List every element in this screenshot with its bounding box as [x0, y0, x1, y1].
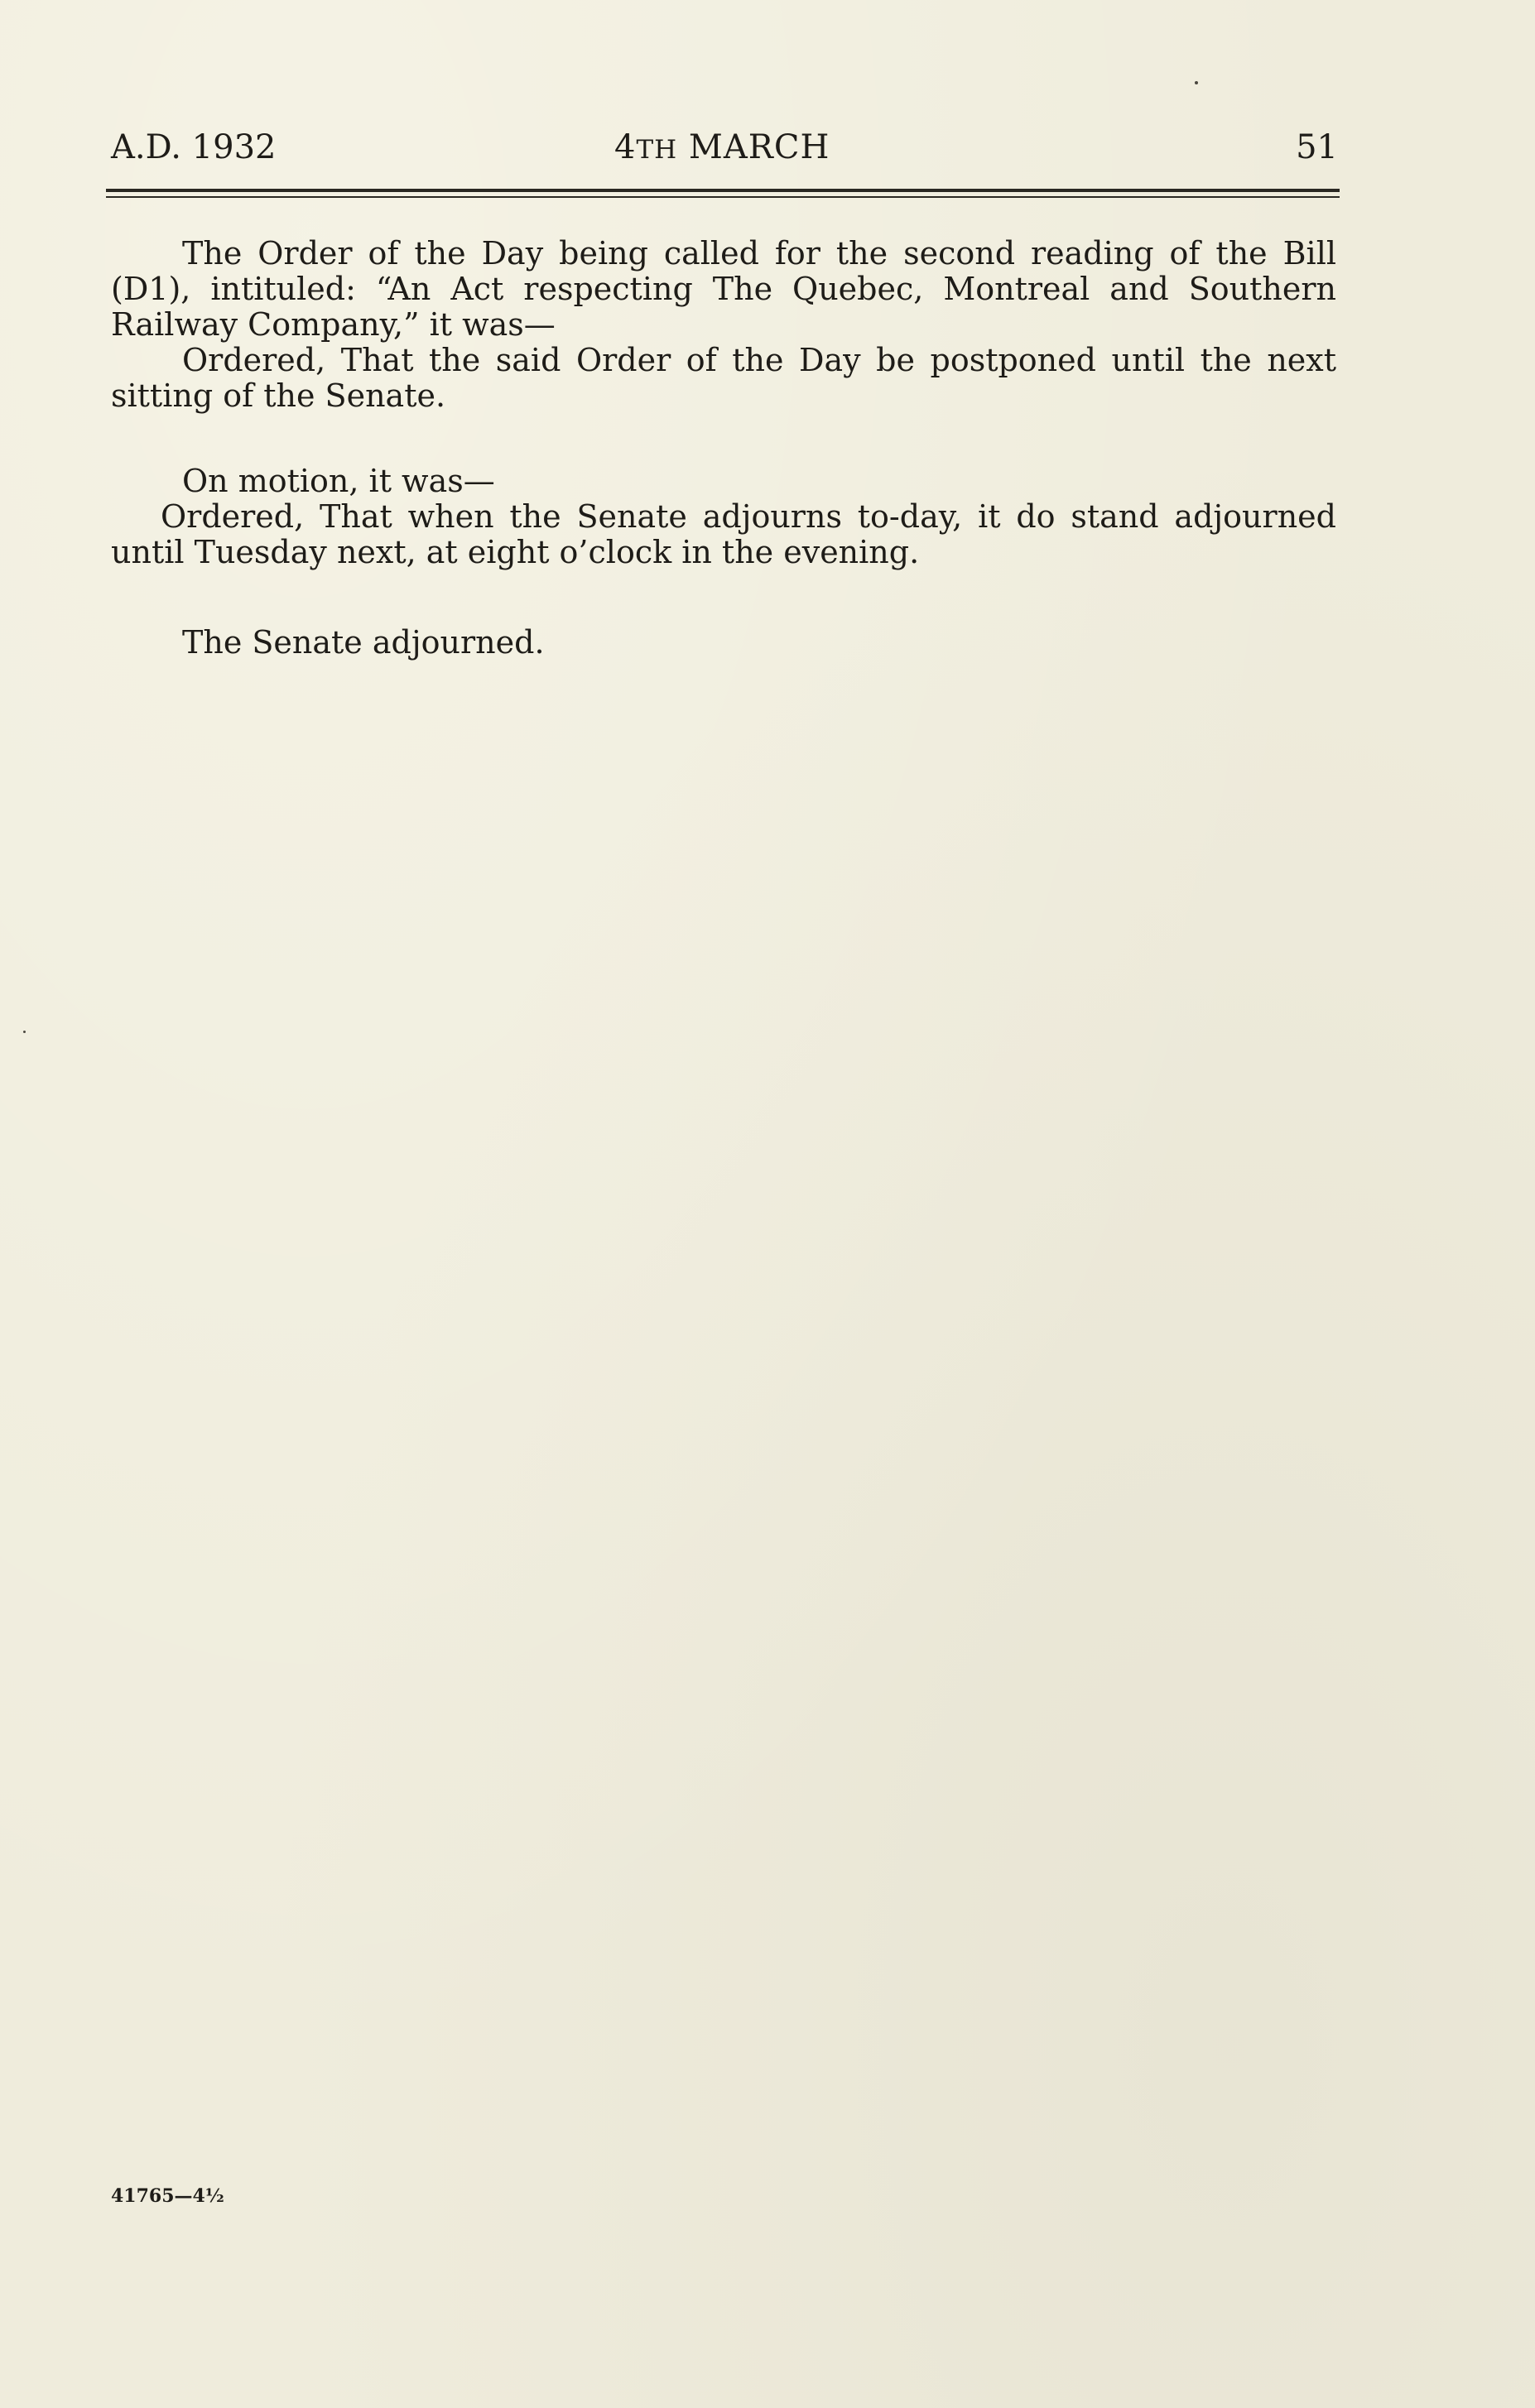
paper-speck — [1195, 81, 1198, 84]
header-date — [614, 123, 830, 175]
header-date-suffix: TH — [636, 135, 678, 165]
paragraph-ordered-postponed: Ordered, That the said Order of the Day be postponed until the next sitting of the Senate. — [111, 342, 1336, 414]
page-header — [111, 123, 1338, 172]
section-bill-d1 — [111, 236, 1336, 414]
header-year: A.D. 1932 — [111, 128, 277, 166]
paragraph-ordered-adjourn: Ordered, That when the Senate adjourns to-day, it do stand adjourned until Tuesday next, at eight o’clock in the evening. — [111, 498, 1336, 570]
header-rule-thin — [106, 196, 1340, 198]
paragraph-order-of-day: The Order of the Day being called for the second reading of the Bill (D1), intituled: “An Act respecting The Quebec, Montreal and Southern Railway Company,” it was— — [111, 235, 1336, 343]
header-date-day: 4 — [614, 128, 637, 166]
header-rule-thick — [106, 189, 1340, 192]
page-number: 51 — [1296, 128, 1338, 166]
section-motion — [111, 464, 1336, 570]
section-adjourned — [111, 625, 1336, 661]
header-date-month: MARCH — [688, 128, 830, 166]
paper-speck — [23, 1031, 26, 1033]
paragraph-on-motion: On motion, it was— — [182, 463, 495, 499]
printer-code: 41765—4½ — [111, 2185, 224, 2207]
paragraph-senate-adjourned: The Senate adjourned. — [182, 624, 545, 661]
